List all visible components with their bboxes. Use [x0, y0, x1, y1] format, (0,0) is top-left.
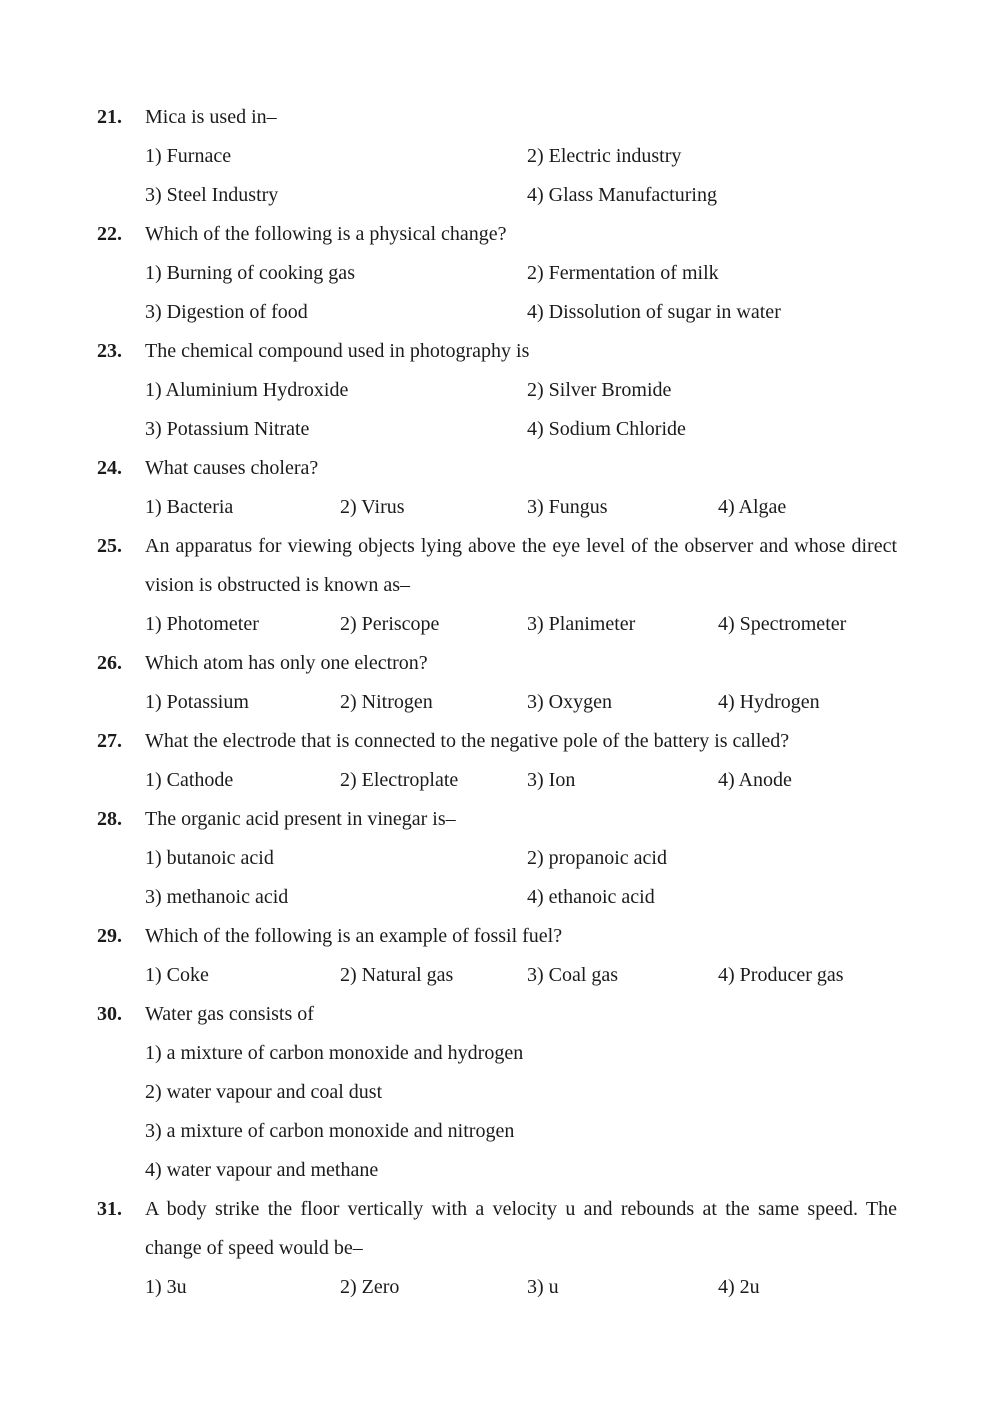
option: 4) Hydrogen — [718, 691, 820, 713]
option: 3) Planimeter — [527, 613, 636, 635]
question-number: 24. — [97, 457, 122, 479]
option: 3) Ion — [527, 769, 576, 791]
question-text: Which of the following is a physical change? — [145, 223, 507, 245]
option: 2) Silver Bromide — [527, 379, 672, 401]
question-26 — [97, 644, 897, 722]
option: 1) Furnace — [145, 145, 232, 167]
option: 4) 2u — [718, 1276, 760, 1298]
question-text: The organic acid present in vinegar is– — [145, 808, 456, 830]
question-text: The chemical compound used in photography is — [145, 340, 530, 362]
option: 4) water vapour and methane — [145, 1159, 379, 1181]
options-list — [145, 683, 897, 722]
options-list — [145, 956, 897, 995]
question-22 — [97, 215, 897, 332]
option: 3) Coal gas — [527, 964, 619, 986]
options-list — [145, 488, 897, 527]
options-list — [145, 137, 897, 215]
question-28 — [97, 800, 897, 917]
option: 4) Glass Manufacturing — [527, 184, 717, 206]
question-text: A body strike the floor vertically with a velocity u and rebounds at the same speed. The change of speed would be– — [145, 1198, 897, 1259]
question-25 — [97, 527, 897, 644]
option: 1) butanoic acid — [145, 847, 274, 869]
options-list — [145, 1034, 897, 1190]
question-text: Water gas consists of — [145, 1003, 314, 1025]
option: 1) Bacteria — [145, 496, 234, 518]
option: 1) Burning of cooking gas — [145, 262, 355, 284]
option: 4) ethanoic acid — [527, 886, 655, 908]
option: 2) Electroplate — [340, 769, 459, 791]
question-number: 29. — [97, 925, 122, 947]
option: 1) Aluminium Hydroxide — [145, 379, 349, 401]
option: 2) Zero — [340, 1276, 400, 1298]
option: 1) 3u — [145, 1276, 187, 1298]
option: 3) Digestion of food — [145, 301, 308, 323]
option: 4) Spectrometer — [718, 613, 847, 635]
question-number: 27. — [97, 730, 122, 752]
question-number: 31. — [97, 1198, 122, 1220]
options-list — [145, 839, 897, 917]
option: 4) Sodium Chloride — [527, 418, 686, 440]
question-number: 25. — [97, 535, 122, 557]
option: 3) Steel Industry — [145, 184, 279, 206]
question-text: An apparatus for viewing objects lying above the eye level of the observer and whose direct vision is obstructed is known as– — [145, 535, 897, 596]
question-number: 26. — [97, 652, 122, 674]
question-30 — [97, 995, 897, 1190]
question-number: 30. — [97, 1003, 122, 1025]
question-text: What causes cholera? — [145, 457, 319, 479]
question-27 — [97, 722, 897, 800]
option: 3) u — [527, 1276, 559, 1298]
option: 1) Photometer — [145, 613, 259, 635]
option: 3) a mixture of carbon monoxide and nitrogen — [145, 1120, 515, 1142]
question-number: 22. — [97, 223, 122, 245]
question-number: 23. — [97, 340, 122, 362]
question-text: Which of the following is an example of fossil fuel? — [145, 925, 563, 947]
question-21 — [97, 98, 897, 215]
option: 4) Producer gas — [718, 964, 844, 986]
question-text: Which atom has only one electron? — [145, 652, 428, 674]
option: 3) Fungus — [527, 496, 608, 518]
option: 2) Natural gas — [340, 964, 454, 986]
option: 4) Algae — [718, 496, 787, 518]
option: 2) Fermentation of milk — [527, 262, 719, 284]
option: 3) Potassium Nitrate — [145, 418, 310, 440]
options-list — [145, 371, 897, 449]
options-list — [145, 605, 897, 644]
option: 4) Anode — [718, 769, 792, 791]
options-list — [145, 254, 897, 332]
question-text: Mica is used in– — [145, 106, 277, 128]
option: 3) Oxygen — [527, 691, 612, 713]
question-24 — [97, 449, 897, 527]
option: 2) Nitrogen — [340, 691, 433, 713]
options-list — [145, 1268, 897, 1307]
option: 2) Electric industry — [527, 145, 682, 167]
option: 2) propanoic acid — [527, 847, 667, 869]
question-number: 21. — [97, 106, 122, 128]
option: 1) Coke — [145, 964, 209, 986]
option: 2) Periscope — [340, 613, 440, 635]
question-31 — [97, 1190, 897, 1307]
option: 1) a mixture of carbon monoxide and hydrogen — [145, 1042, 524, 1064]
question-29 — [97, 917, 897, 995]
options-list — [145, 761, 897, 800]
option: 2) water vapour and coal dust — [145, 1081, 383, 1103]
option: 3) methanoic acid — [145, 886, 289, 908]
option: 4) Dissolution of sugar in water — [527, 301, 781, 323]
question-text: What the electrode that is connected to the negative pole of the battery is called? — [145, 730, 790, 752]
option: 1) Cathode — [145, 769, 234, 791]
question-23 — [97, 332, 897, 449]
option: 2) Virus — [340, 496, 405, 518]
question-number: 28. — [97, 808, 122, 830]
option: 1) Potassium — [145, 691, 249, 713]
